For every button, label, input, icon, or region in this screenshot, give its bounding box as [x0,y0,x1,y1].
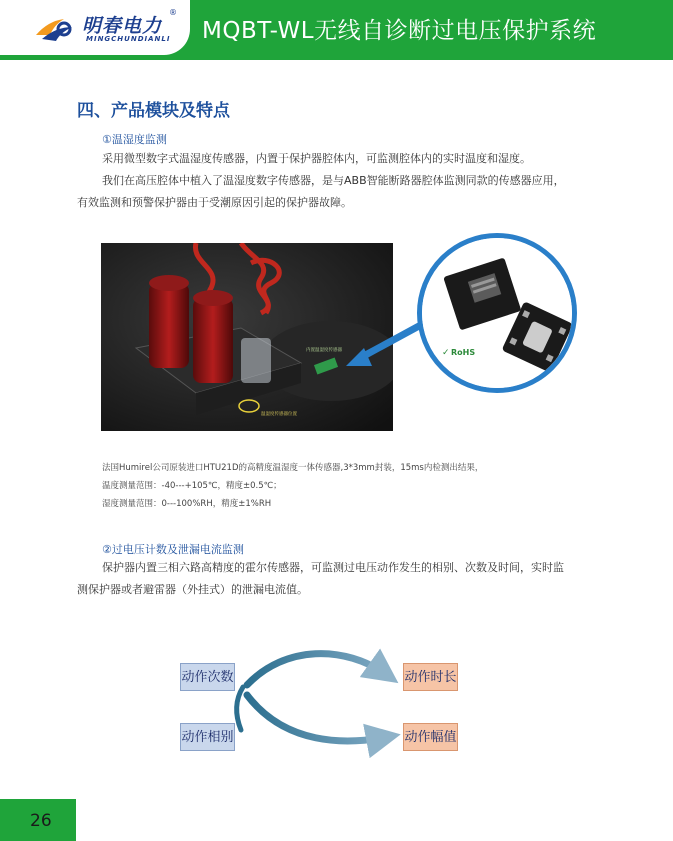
logo-text-en: MINGCHUNDIANLI [86,35,171,43]
spec-note-3: 湿度测量范围：0---100%RH，精度±1%RH [102,499,272,509]
module1-title: ①温湿度监测 [102,133,167,146]
registered-mark: ® [169,8,177,17]
module1-para2-line2: 有效监测和预警保护器由于受潮原因引起的保护器故障。 [77,196,352,209]
module1-para1: 采用微型数字式温湿度传感器，内置于保护器腔体内，可监测腔体内的实时温度和湿度。 [102,152,531,165]
logo [0,0,190,55]
header-bar [0,0,673,60]
action-duration-box: 动作时长 [403,663,458,691]
logo-mark-icon [34,13,74,43]
page-number: 26 [30,811,52,831]
module1-para2-line1: 我们在高压腔体中植入了温湿度数字传感器，是与ABB智能断路器腔体监测同款的传感器应用， [102,174,565,187]
sensor-closeup [417,233,577,393]
module2-title: ②过电压计数及泄漏电流监测 [102,543,244,556]
section-title: 四、产品模块及特点 [77,101,230,121]
spec-note-2: 温度测量范围：-40---+105℃，精度±0.5℃； [102,481,282,491]
sensor-chip-icon [422,238,572,388]
rohs-label: RoHS [451,348,476,357]
spec-note-1: 法国Humirel公司原装进口HTU21D的高精度温湿度一体传感器,3*3mm封装，15ms内检测出结果， [102,463,484,473]
action-phase-box: 动作相别 [180,723,235,751]
module2-para-line2: 测保护器或者避雷器（外挂式）的泄漏电流值。 [77,583,308,596]
function-diagram [175,645,465,765]
document-title: MQBT-WL无线自诊断过电压保护系统 [202,18,597,44]
photo-caption: 温湿度传感器位置 [261,412,297,417]
module2-para-line1: 保护器内置三相六路高精度的霍尔传感器，可监测过电压动作发生的相别、次数及时间，实时监 [102,561,564,574]
logo-text-cn: 明春电力 [82,15,163,37]
sensor-label: 内置温湿度传感器 [306,348,342,353]
svg-text:✓: ✓ [442,348,450,358]
action-count-box: 动作次数 [180,663,235,691]
action-amplitude-box: 动作幅值 [403,723,458,751]
